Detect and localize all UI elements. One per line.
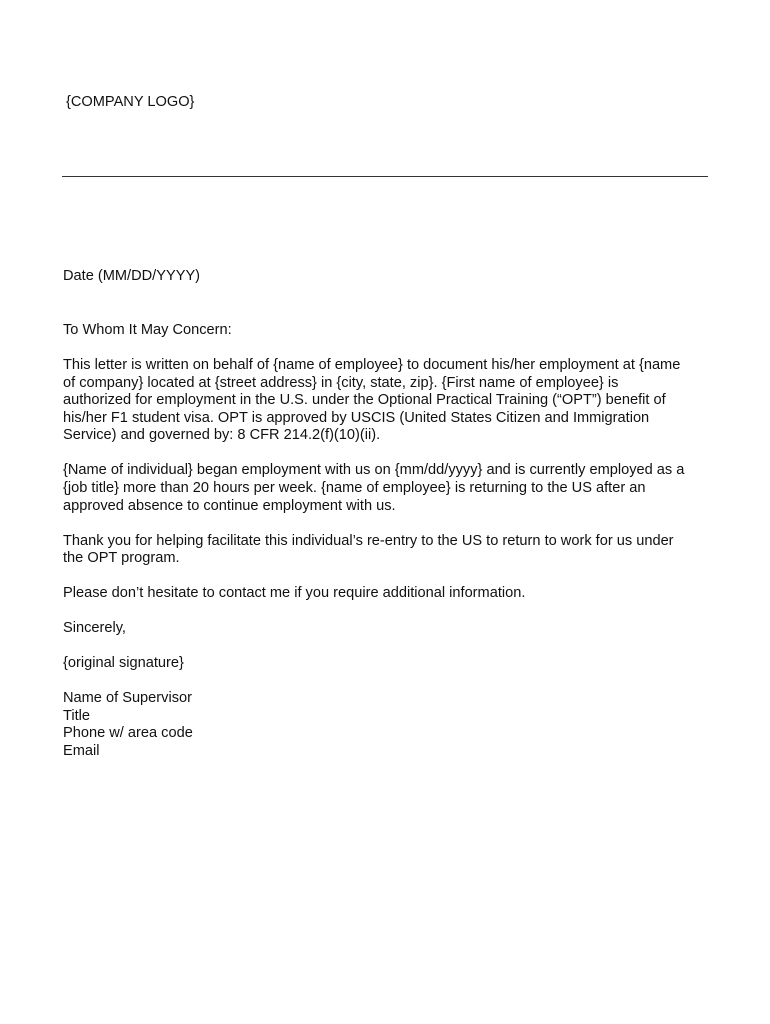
supervisor-title: Title (63, 707, 91, 724)
letter-body (63, 322, 713, 760)
paragraph-line: {Name of individual} began employment with us on {mm/dd/yyyy} and is currently employed as a (63, 462, 685, 479)
paragraph-contact: Please don’t hesitate to contact me if you require additional information. (63, 585, 526, 602)
supervisor-details (63, 690, 713, 760)
paragraph-employment-status (63, 462, 713, 515)
closing: Sincerely, (63, 620, 126, 637)
header-divider (62, 176, 708, 177)
salutation: To Whom It May Concern: (63, 322, 232, 338)
paragraph-thank-you (63, 533, 713, 568)
paragraph-employment-details (63, 357, 713, 445)
letter-date: Date (MM/DD/YYYY) (63, 268, 201, 284)
paragraph-line: the OPT program. (63, 550, 180, 567)
signature-placeholder: {original signature} (63, 655, 184, 672)
paragraph-line: Thank you for helping facilitate this individual’s re-entry to the US to return to work for us under (63, 532, 674, 549)
paragraph-line: approved absence to continue employment with us. (63, 497, 396, 514)
paragraph-line: {job title} more than 20 hours per week. {name of employee} is returning to the US after an (63, 479, 646, 496)
paragraph-line: This letter is written on behalf of {name of employee} to document his/her employment at {name (63, 356, 681, 373)
supervisor-name: Name of Supervisor (63, 690, 192, 707)
company-logo-placeholder: {COMPANY LOGO} (66, 94, 195, 110)
paragraph-line: of company} located at {street address} in {city, state, zip}. {First name of employee} is (63, 374, 619, 391)
paragraph-line: authorized for employment in the U.S. under the Optional Practical Training (“OPT”) benefit of (63, 392, 666, 409)
supervisor-email: Email (63, 742, 100, 759)
paragraph-line: his/her F1 student visa. OPT is approved by USCIS (United States Citizen and Immigration (63, 409, 650, 426)
supervisor-phone: Phone w/ area code (63, 725, 193, 742)
paragraph-line: Service) and governed by: 8 CFR 214.2(f)(10)(ii). (63, 427, 381, 444)
